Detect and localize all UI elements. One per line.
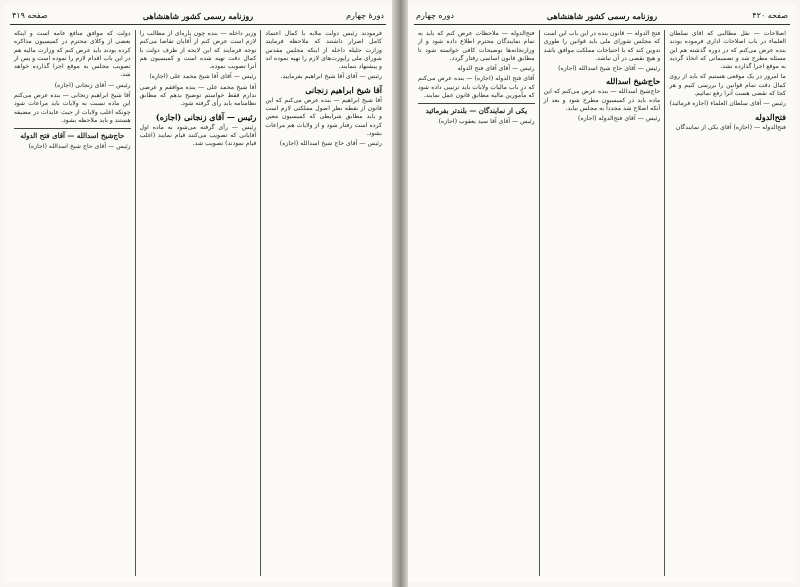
right-column-2 [540,30,666,576]
paragraph: فتح الدوله — قانون بنده در این باب این است که مجلس شورای ملی باید قوانین را طوری تدوین کند که با احتیاجات مملکت موافق باشد و هیچ نقصی در آن نباشد. [543,30,661,62]
section-heading: حاج‌شیخ اسدالله [605,76,661,87]
paragraph: رئیس — آقای فتح‌الدوله (اجازه) [578,115,661,123]
paragraph: رئیس — آقای حاج شیخ اسدالله (اجازه) [279,140,382,148]
left-header-issue: دورهٔ چهارم [346,11,384,20]
left-column-2 [136,30,262,576]
right-header-page-number: صفحه ۴۲۰ [752,11,788,20]
right-column-1 [665,30,790,576]
paragraph: ما امروز در یک موقعی هستیم که باید از روی کمال دقت تمام قوانین را بررسی کنیم و هر کجا که نقصی هست آنرا رفع نمائیم. [669,73,786,98]
paragraph: دولت که موافق منافع عامه است و اینکه بعضی از وکلای محترم در کمیسیون مذاکره کرده بودند باید عرض کنم که وزارت مالیه هم در این باب اقدام لازم را نموده است و پس از تصویب مجلس به موقع اجرا گذارده خواهد شد. [13,30,131,79]
left-header-title: روزنامه رسمی کشور شاهنشاهی [142,11,254,21]
paragraph: آقا شیخ محمد علی — بنده موافقم و عرضی ندارم فقط خواستم توضیح بدهم که مطابق نظامنامه باید رأی گرفته شود. [139,83,257,108]
paragraph: وزیر داخله — بنده چون پاره‌ای از مطالب را لازم است عرض کنم از آقایان تقاضا می‌کنم توجه فرمایند که این لایحه از طرف دولت با کمال دقت تهیه شده است و کمیسیون هم آنرا تصویب نموده. [139,30,257,71]
paragraph: آقای فتح الدوله (اجازه) — بنده عرض می‌کنم که در باب مالیات ولایات باید ترتیبی داده شود که مأمورین مالیه مطابق قانون عمل نمایند. [417,75,535,100]
speaker-signature: یکی از نمایندگان — بلند‌تر بفرمائید [425,106,528,116]
left-column-3 [10,30,136,576]
paragraph: اصلاحات — نقل مطالبی که آقای سلطان العلماء در باب اصلاحات اداری فرموده بودند بنده عرض می‌کنم که در دوره گذشته هم این مسئله مطرح شد و تصمیماتی که اتخاذ گردید به موقع اجرا گذارده نشد. [669,30,786,71]
paragraph: رئیس — آقای آقای فتح الدوله [457,65,535,73]
paragraph: آقا شیخ ابراهیم — بنده عرض می‌کنم که این قانون از نقطه نظر اصول مملکتی لازم است و باید مطابق شرایطی که کمیسیون معین کرده است رفتار شود و از ولایات هم مراعات بشود. [265,96,382,137]
right-page-header [414,8,790,25]
divider [14,128,131,129]
paragraph: فرمودند رئیس دولت ملایه با کمال اعتماد کامل اصرار داشتند که ملاحظه فرمایند وزارت جلیله داخله از اینکه مجلس مقدس شورای ملی راپورت‌های لازم را تهیه نموده اند و پیشنهاد بنمایند. [265,30,382,71]
paragraph: رئیس — آقای آقا شیخ ابراهیم بفرمایید. [280,73,382,81]
book-gutter [392,0,408,587]
section-heading: آقا شیخ ابراهیم زنجانی [305,84,382,95]
right-header-title: روزنامه رسمی کشور شاهنشاهی [546,11,658,21]
divider [418,103,535,104]
left-column-1 [261,30,386,576]
paragraph: حاج‌شیخ اسدالله — بنده عرض می‌کنم که این ماده باید در کمیسیون مطرح شود و بعد از آنکه اصلاح شد مجدداً به مجلس بیاید. [543,88,661,113]
section-heading: فتح‌الدوله [755,111,786,122]
section-heading: رئیس — آقای زنجانی (اجازه) [155,111,257,122]
paragraph: فتح‌الدوله — ملاحظات عرض کنم که باید به تمام نمایندگان محترم اطلاع داده شود و از وزارتخانه‌ها توضیحات کافی خواسته شود تا مطابق قانون اساسی رفتار گردد. [417,30,535,62]
speaker-signature: حاج‌شیخ اسدالله — آقای فتح الدوله [20,131,125,141]
paragraph: رئیس — آقای سلطان العلماء (اجازه فرمائید) [669,100,786,108]
paragraph: رئیس — آقای زنجانی (اجازه) [54,81,131,89]
paragraph: رئیس — آقای حاج شیخ اسدالله (اجازه) [28,142,131,150]
right-column-3 [414,30,540,576]
paragraph: رئیس — رأی گرفته می‌شود به ماده اول آقایانی که تصویب می‌کنند قیام نمایند (اغلب قیام نمودند) تصویب شد. [139,123,257,148]
right-header-issue: دوره چهارم [416,11,454,20]
paragraph: فتح‌الدوله — (اجازه) آقای یکی از نمایندگان [675,123,786,131]
paragraph: رئیس — آقای آقا سید یعقوب (اجازه) [438,117,535,125]
paragraph: رئیس — آقای حاج شیخ اسدالله (اجازه) [558,65,661,73]
right-page [408,4,796,582]
paragraph: آقا شیخ ابراهیم زنجانی — بنده عرض می‌کنم این ماده نسبت به ولایات باید مراعات شود چونکه اغلب ولایات از حیث عایدات در مضیقه هستند و باید ملاحظه بشود. [13,92,131,124]
left-page-columns [10,30,386,576]
right-page-columns [414,30,790,576]
paragraph: رئیس — آقای آقا شیخ محمد علی (اجازه) [149,73,257,81]
left-page [4,4,392,582]
left-header-page-number: صفحه ۴۱۹ [12,11,48,20]
left-page-header [10,8,386,25]
